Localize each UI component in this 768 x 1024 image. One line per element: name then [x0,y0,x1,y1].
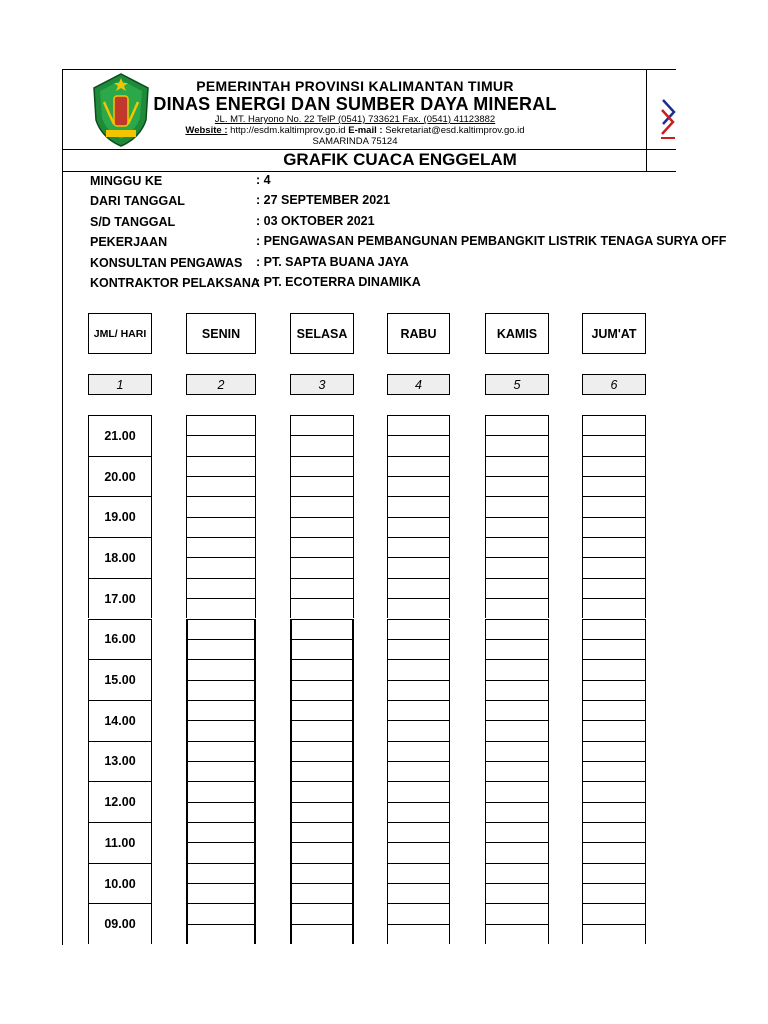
column-header: JML/ HARI [88,313,152,354]
weather-slot[interactable] [582,680,646,700]
weather-slot[interactable] [485,456,549,476]
hour-cell: 10.00 [88,863,152,904]
agency-name: DINAS ENERGI DAN SUMBER DAYA MINERAL [153,94,557,114]
weather-slot[interactable] [582,741,646,761]
email-address[interactable]: Sekretariat@esd.kaltimprov.go.id [385,125,525,136]
weather-slot[interactable] [186,761,256,781]
info-value: : PT. SAPTA BUANA JAYA [256,255,409,269]
weather-slot[interactable] [290,435,354,455]
header-right-divider [646,69,647,171]
weather-slot[interactable] [186,639,256,659]
hour-cell: 15.00 [88,659,152,700]
hour-cell: 16.00 [88,619,152,660]
weather-slot[interactable] [485,578,549,598]
weather-slot[interactable] [582,435,646,455]
weather-slot[interactable] [186,659,256,679]
weather-slot[interactable] [485,517,549,537]
weather-slot[interactable] [582,619,646,639]
weather-slot[interactable] [290,700,354,720]
column-number: 5 [485,374,549,395]
weather-slot[interactable] [290,537,354,557]
column-header: SENIN [186,313,256,354]
weather-slot[interactable] [387,903,450,923]
weather-slot[interactable] [485,659,549,679]
page-title: GRAFIK CUACA ENGGELAM [283,150,517,169]
info-value: : PT. ECOTERRA DINAMIKA [256,275,421,289]
info-label: MINGGU KE [90,174,163,188]
agency-contact [150,125,560,136]
weather-slot[interactable] [290,517,354,537]
hour-cell: 11.00 [88,822,152,863]
weather-slot[interactable] [290,883,354,903]
weather-slot[interactable] [387,557,450,577]
weather-slot[interactable] [290,842,354,862]
weather-slot[interactable] [186,883,256,903]
weather-slot[interactable] [582,578,646,598]
weather-slot[interactable] [387,761,450,781]
weather-slot[interactable] [485,435,549,455]
weather-slot[interactable] [387,741,450,761]
weather-slot[interactable] [387,619,450,639]
weather-slot[interactable] [290,639,354,659]
weather-slot[interactable] [485,496,549,516]
weather-slot[interactable] [387,822,450,842]
weather-slot[interactable] [387,476,450,496]
column-header: JUM'AT [582,313,646,354]
weather-slot[interactable] [582,415,646,435]
agency-address: JL. MT. Haryono No. 22 TelP (0541) 733621 Fax. (0541) 41123882 [214,114,496,125]
hour-cell: 17.00 [88,578,152,619]
weather-slot[interactable] [387,863,450,883]
hour-cell: 18.00 [88,537,152,578]
column-header: RABU [387,313,450,354]
weather-slot[interactable] [582,924,646,944]
weather-slot[interactable] [582,598,646,618]
weather-slot[interactable] [485,741,549,761]
weather-slot[interactable] [290,863,354,883]
weather-slot[interactable] [186,537,256,557]
info-label: DARI TANGGAL [90,194,185,208]
frame-left-border [62,69,63,945]
weather-slot[interactable] [387,781,450,801]
weather-slot[interactable] [186,903,256,923]
weather-slot[interactable] [387,842,450,862]
weather-slot[interactable] [186,700,256,720]
info-label: KONTRAKTOR PELAKSANA [90,276,260,290]
weather-slot[interactable] [186,456,256,476]
weather-slot[interactable] [387,680,450,700]
weather-slot[interactable] [485,537,549,557]
weather-slot[interactable] [387,720,450,740]
weather-slot[interactable] [290,761,354,781]
column-header: SELASA [290,313,354,354]
weather-slot[interactable] [290,598,354,618]
column-number: 1 [88,374,152,395]
website-label: Website : [185,125,228,136]
hour-cell: 12.00 [88,781,152,822]
weather-slot[interactable] [582,456,646,476]
weather-slot[interactable] [387,578,450,598]
weather-slot[interactable] [290,720,354,740]
agency-city: SAMARINDA 75124 [312,136,398,147]
column-number: 2 [186,374,256,395]
info-label: S/D TANGGAL [90,215,176,229]
weather-slot[interactable] [582,557,646,577]
weather-slot[interactable] [387,924,450,944]
weather-slot[interactable] [582,537,646,557]
weather-slot[interactable] [186,802,256,822]
weather-slot[interactable] [387,496,450,516]
weather-slot[interactable] [485,802,549,822]
website-link[interactable]: http://esdm.kaltimprov.go.id [230,125,346,136]
hour-cell: 13.00 [88,741,152,782]
weather-slot[interactable] [290,496,354,516]
hour-cell: 20.00 [88,456,152,497]
weather-slot[interactable] [290,822,354,842]
weather-slot[interactable] [290,802,354,822]
weather-slot[interactable] [290,903,354,923]
hour-cell: 21.00 [88,415,152,456]
weather-slot[interactable] [387,802,450,822]
hour-cell: 09.00 [88,903,152,944]
weather-slot[interactable] [186,415,256,435]
frame-top-border [62,69,676,70]
weather-slot[interactable] [582,863,646,883]
weather-slot[interactable] [290,659,354,679]
hour-cell: 19.00 [88,496,152,537]
info-label: PEKERJAAN [90,235,168,249]
weather-slot[interactable] [485,761,549,781]
weather-slot[interactable] [186,741,256,761]
weather-slot[interactable] [582,476,646,496]
weather-slot[interactable] [485,842,549,862]
info-value: : PENGAWASAN PEMBANGUNAN PEMBANGKIT LISTRIK TENAGA SURYA OFF [256,234,727,248]
weather-slot[interactable] [485,476,549,496]
provincial-emblem-icon [88,72,154,148]
weather-slot[interactable] [485,700,549,720]
weather-slot[interactable] [290,557,354,577]
weather-slot[interactable] [387,415,450,435]
info-value: : 4 [256,173,271,187]
partner-logo-icon [660,98,676,142]
weather-slot[interactable] [485,639,549,659]
weather-slot[interactable] [186,924,256,944]
weather-slot[interactable] [485,598,549,618]
weather-slot[interactable] [186,842,256,862]
column-number: 4 [387,374,450,395]
weather-slot[interactable] [582,781,646,801]
weather-slot[interactable] [485,883,549,903]
weather-slot[interactable] [485,822,549,842]
weather-slot[interactable] [186,720,256,740]
weather-slot[interactable] [290,415,354,435]
info-value: : 03 OKTOBER 2021 [256,214,375,228]
weather-slot[interactable] [186,863,256,883]
weather-slot[interactable] [582,517,646,537]
weather-slot[interactable] [290,619,354,639]
weather-slot[interactable] [582,802,646,822]
weather-slot[interactable] [290,476,354,496]
hour-cell: 14.00 [88,700,152,741]
weather-slot[interactable] [485,619,549,639]
weather-slot[interactable] [582,903,646,923]
weather-slot[interactable] [186,619,256,639]
government-name: PEMERINTAH PROVINSI KALIMANTAN TIMUR [196,78,514,94]
weather-slot[interactable] [485,680,549,700]
weather-slot[interactable] [290,680,354,700]
column-number: 3 [290,374,354,395]
weather-slot[interactable] [290,578,354,598]
weather-slot[interactable] [186,598,256,618]
weather-slot[interactable] [290,781,354,801]
weather-slot[interactable] [387,700,450,720]
weather-slot[interactable] [387,598,450,618]
weather-slot[interactable] [485,720,549,740]
weather-slot[interactable] [290,456,354,476]
weather-slot[interactable] [387,517,450,537]
column-header: KAMIS [485,313,549,354]
column-number: 6 [582,374,646,395]
info-label: KONSULTAN PENGAWAS [90,256,243,270]
email-label: E-mail : [348,125,383,136]
weather-slot[interactable] [290,741,354,761]
weather-slot[interactable] [186,496,256,516]
weather-slot[interactable] [582,496,646,516]
weather-slot[interactable] [290,924,354,944]
title-bottom-border [62,171,676,172]
weather-slot[interactable] [387,639,450,659]
weather-slot[interactable] [387,456,450,476]
weather-slot[interactable] [582,883,646,903]
weather-slot[interactable] [387,435,450,455]
weather-slot[interactable] [582,842,646,862]
weather-slot[interactable] [582,639,646,659]
weather-slot[interactable] [387,883,450,903]
weather-slot[interactable] [387,537,450,557]
weather-slot[interactable] [582,822,646,842]
weather-slot[interactable] [582,700,646,720]
weather-slot[interactable] [186,578,256,598]
info-value: : 27 SEPTEMBER 2021 [256,193,391,207]
weather-slot[interactable] [186,476,256,496]
weather-slot[interactable] [582,761,646,781]
weather-slot[interactable] [186,781,256,801]
weather-slot[interactable] [485,781,549,801]
weather-slot[interactable] [387,659,450,679]
weather-slot[interactable] [186,822,256,842]
weather-slot[interactable] [485,903,549,923]
weather-slot[interactable] [485,863,549,883]
weather-slot[interactable] [582,659,646,679]
weather-slot[interactable] [186,680,256,700]
weather-slot[interactable] [485,557,549,577]
weather-slot[interactable] [186,435,256,455]
weather-slot[interactable] [186,517,256,537]
weather-slot[interactable] [485,415,549,435]
weather-slot[interactable] [485,924,549,944]
weather-slot[interactable] [582,720,646,740]
weather-slot[interactable] [186,557,256,577]
